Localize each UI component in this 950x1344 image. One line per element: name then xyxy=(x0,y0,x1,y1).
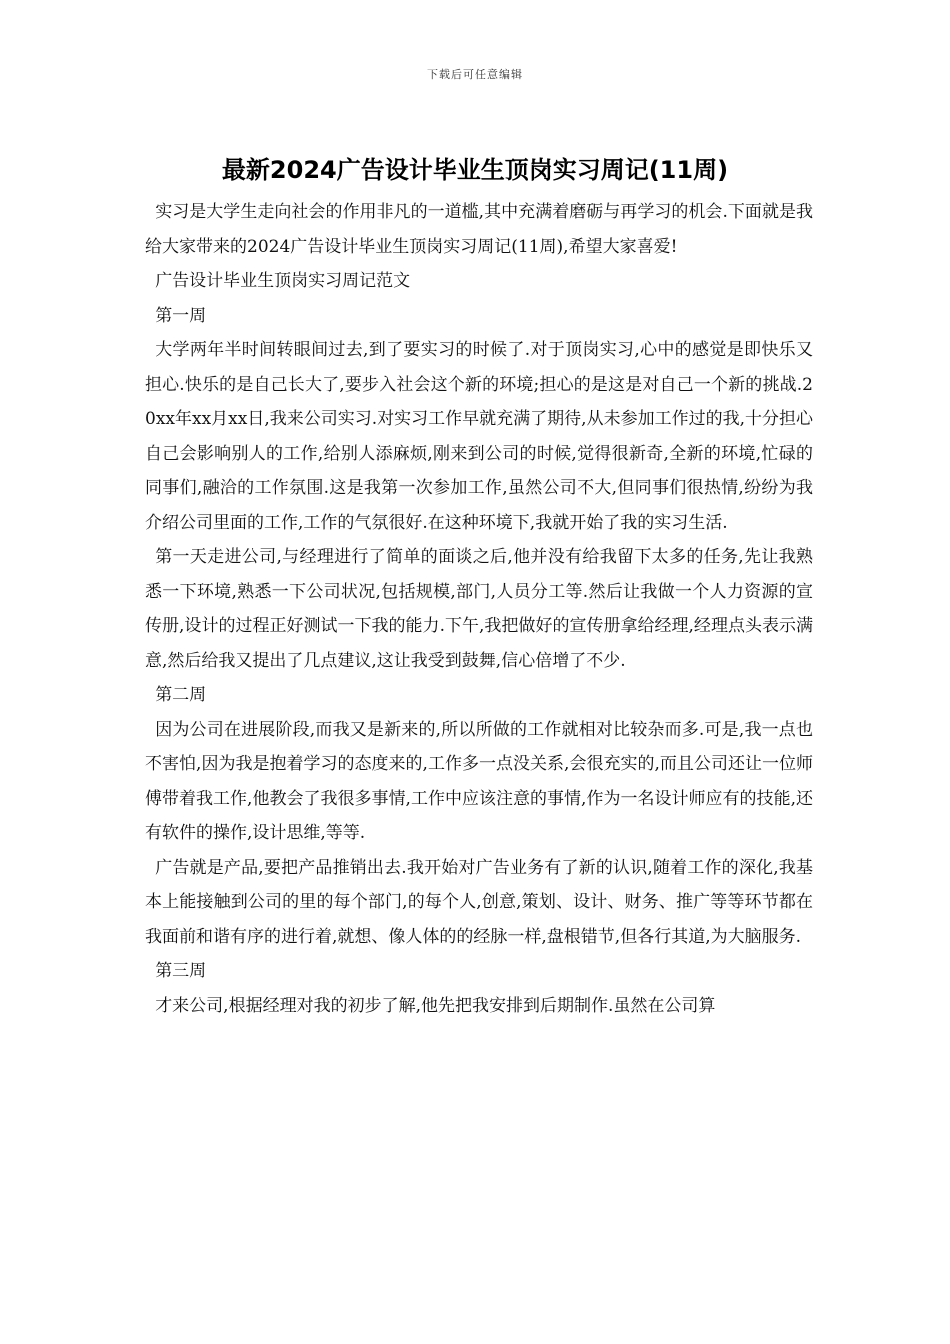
body-paragraph: 才来公司,根据经理对我的初步了解,他先把我安排到后期制作.虽然在公司算 xyxy=(155,995,716,1016)
document-title: 最新2024广告设计毕业生顶岗实习周记(11周) xyxy=(221,156,729,184)
document-body xyxy=(145,195,813,1023)
week-heading-3: 第三周 xyxy=(155,961,207,981)
intro-paragraph: 实习是大学生走向社会的作用非凡的一道槛,其中充满着磨砺与再学习的机会.下面就是我给大家带来的2024广告设计毕业生顶岗实习周记(11周),希望大家喜爱! xyxy=(145,202,813,257)
week-heading-2: 第二周 xyxy=(155,685,207,705)
body-paragraph: 因为公司在进展阶段,而我又是新来的,所以所做的工作就相对比较杂而多.可是,我一点也不害怕,因为我是抱着学习的态度来的,工作多一点没关系,会很充实的,而且公司还让一位师傅带着我工作,他教会了我很多事情,工作中应该注意的事情,作为一名设计师应有的技能,还有软件的操作,设计思维,等等. xyxy=(145,719,813,843)
section-heading: 广告设计毕业生顶岗实习周记范文 xyxy=(155,271,411,291)
body-paragraph: 大学两年半时间转眼间过去,到了要实习的时候了.对于顶岗实习,心中的感觉是即快乐又担心.快乐的是自己长大了,要步入社会这个新的环境;担心的是这是对自己一个新的挑战.20xx年xx月xx日,我来公司实习.对实习工作早就充满了期待,从未参加工作过的我,十分担心自己会影响别人的工作,给别人添麻烦,刚来到公司的时候,觉得很新奇,全新的环境,忙碌的同事们,融洽的工作氛围.这是我第一次参加工作,虽然公司不大,但同事们很热情,纷纷为我介绍公司里面的工作,工作的气氛很好.在这种环境下,我就开始了我的实习生活. xyxy=(145,340,813,533)
week-heading-1: 第一周 xyxy=(155,305,207,326)
body-paragraph: 第一天走进公司,与经理进行了简单的面谈之后,他并没有给我留下太多的任务,先让我熟悉一下环境,熟悉一下公司状况,包括规模,部门,人员分工等.然后让我做一个人力资源的宣传册,设计的过程正好测试一下我的能力.下午,我把做好的宣传册拿给经理,经理点头表示满意,然后给我又提出了几点建议,这让我受到鼓舞,信心倍增了不少. xyxy=(145,547,813,671)
body-paragraph: 广告就是产品,要把产品推销出去.我开始对广告业务有了新的认识,随着工作的深化,我基本上能接触到公司的里的每个部门,的每个人,创意,策划、设计、财务、推广等等环节都在我面前和谐有序的进行着,就想、像人体的的经脉一样,盘根错节,但各行其道,为大脑服务. xyxy=(145,857,813,947)
header-note: 下载后可任意编辑 xyxy=(427,68,523,81)
